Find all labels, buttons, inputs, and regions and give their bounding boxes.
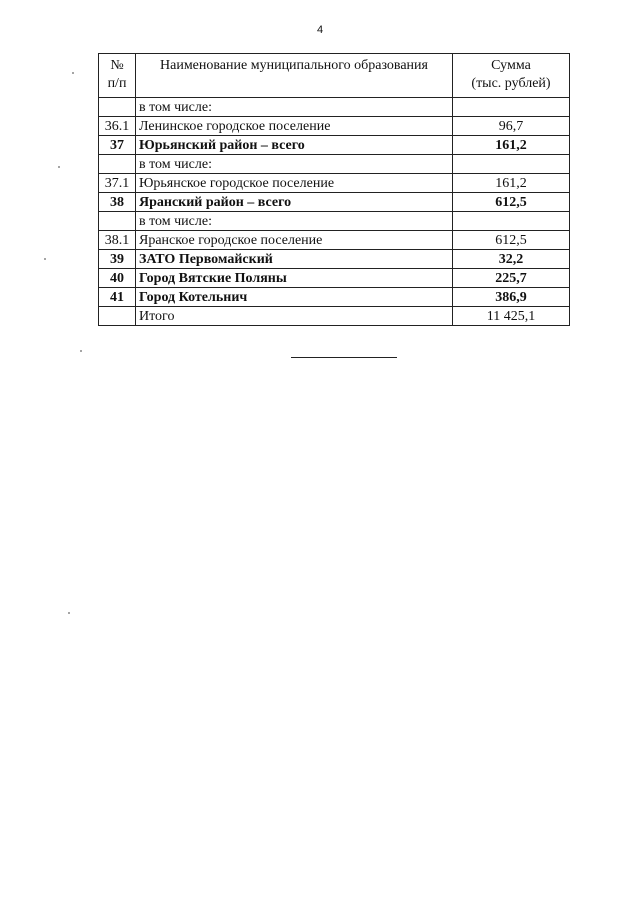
row-amount: 612,5 [453,193,570,212]
row-amount: 225,7 [453,269,570,288]
row-number: 40 [99,269,136,288]
table-row [99,250,570,269]
row-amount [453,212,570,231]
row-number: 38.1 [99,231,136,250]
row-municipality-name: в том числе: [136,212,453,231]
page-number: 4 [316,24,324,36]
row-amount: 161,2 [453,136,570,155]
table-row [99,212,570,231]
row-amount: 96,7 [453,117,570,136]
scan-speck [72,72,74,74]
header-municipality-name: Наименование муниципального образования [136,54,453,98]
row-amount [453,98,570,117]
row-municipality-name: Итого [136,307,453,326]
row-amount: 386,9 [453,288,570,307]
table-row [99,269,570,288]
header-amount-unit: (тыс. рублей) [471,76,551,91]
row-number: 39 [99,250,136,269]
row-municipality-name: Ленинское городское поселение [136,117,453,136]
row-municipality-name: Город Котельнич [136,288,453,307]
header-number [99,54,136,98]
row-amount [453,155,570,174]
table-row [99,136,570,155]
row-municipality-name: ЗАТО Первомайский [136,250,453,269]
table-header-row [99,54,570,98]
row-amount: 612,5 [453,231,570,250]
scan-speck [80,350,82,352]
row-municipality-name: в том числе: [136,155,453,174]
table-row [99,155,570,174]
allocation-table [98,53,570,326]
row-amount: 161,2 [453,174,570,193]
row-number [99,98,136,117]
row-number: 38 [99,193,136,212]
row-amount: 32,2 [453,250,570,269]
row-number: 37.1 [99,174,136,193]
scan-speck [68,612,70,614]
row-number [99,307,136,326]
row-amount: 11 425,1 [453,307,570,326]
row-number: 37 [99,136,136,155]
table-row [99,98,570,117]
table-row [99,174,570,193]
row-number [99,212,136,231]
row-municipality-name: Яранский район – всего [136,193,453,212]
row-municipality-name: Яранское городское поселение [136,231,453,250]
row-municipality-name: Город Вятские Поляны [136,269,453,288]
table-row [99,193,570,212]
row-number: 36.1 [99,117,136,136]
header-number-abbr: п/п [107,76,127,91]
header-number-symbol: № [110,58,124,73]
row-municipality-name: Юрьянский район – всего [136,136,453,155]
table-row [99,117,570,136]
row-municipality-name: Юрьянское городское поселение [136,174,453,193]
header-amount-title: Сумма [491,58,531,73]
row-number: 41 [99,288,136,307]
row-number [99,155,136,174]
table-row [99,307,570,326]
table-row [99,288,570,307]
scan-speck [58,166,60,168]
header-amount [453,54,570,98]
row-municipality-name: в том числе: [136,98,453,117]
closing-separator-line [291,357,397,358]
table-row [99,231,570,250]
scan-speck [44,258,46,260]
